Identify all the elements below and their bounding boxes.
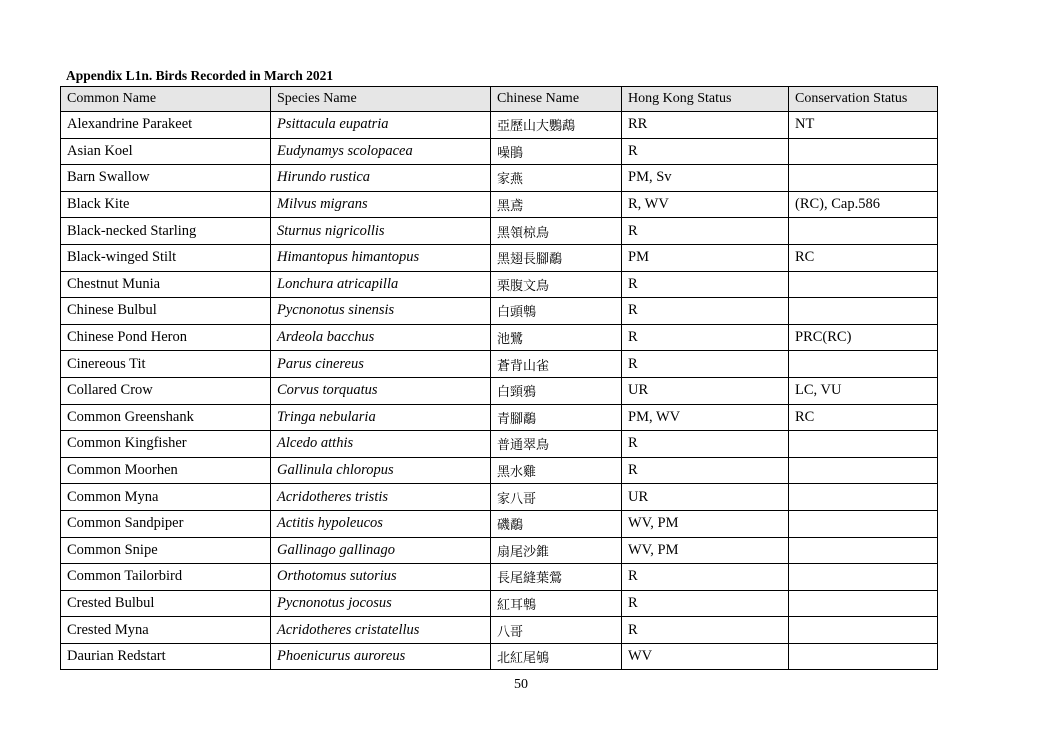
hk-status-cell: WV, PM (622, 537, 789, 564)
chinese-name-cell: 白頭鵯 (491, 298, 622, 325)
common-name-cell: Common Tailorbird (61, 564, 271, 591)
table-row (61, 590, 938, 617)
table-header-row (61, 87, 938, 112)
hk-status-cell: PM, WV (622, 404, 789, 431)
page-number: 50 (514, 677, 528, 692)
common-name-cell: Barn Swallow (61, 165, 271, 192)
species-name-cell: Lonchura atricapilla (271, 271, 491, 298)
table-row (61, 218, 938, 245)
table-row (61, 112, 938, 139)
chinese-name-cell: 白頸鴉 (491, 377, 622, 404)
common-name-cell: Chinese Pond Heron (61, 324, 271, 351)
col-header-common-name: Common Name (61, 87, 271, 112)
hk-status-cell: RR (622, 112, 789, 139)
common-name-cell: Black-winged Stilt (61, 244, 271, 271)
conservation-status-cell (789, 537, 938, 564)
conservation-status-cell: RC (789, 244, 938, 271)
conservation-status-cell: LC, VU (789, 377, 938, 404)
species-name-cell: Orthotomus sutorius (271, 564, 491, 591)
species-name-cell: Gallinago gallinago (271, 537, 491, 564)
conservation-status-cell: RC (789, 404, 938, 431)
common-name-cell: Black-necked Starling (61, 218, 271, 245)
chinese-name-cell: 青腳鷸 (491, 404, 622, 431)
common-name-cell: Cinereous Tit (61, 351, 271, 378)
birds-table (60, 86, 938, 670)
chinese-name-cell: 黑翅長腳鷸 (491, 244, 622, 271)
species-name-cell: Psittacula eupatria (271, 112, 491, 139)
hk-status-cell: R (622, 617, 789, 644)
table-row (61, 617, 938, 644)
chinese-name-cell: 黑鳶 (491, 191, 622, 218)
species-name-cell: Acridotheres cristatellus (271, 617, 491, 644)
common-name-cell: Crested Myna (61, 617, 271, 644)
chinese-name-cell: 紅耳鵯 (491, 590, 622, 617)
hk-status-cell: R (622, 590, 789, 617)
hk-status-cell: PM, Sv (622, 165, 789, 192)
species-name-cell: Pycnonotus jocosus (271, 590, 491, 617)
table-row (61, 138, 938, 165)
common-name-cell: Common Sandpiper (61, 510, 271, 537)
common-name-cell: Common Kingfisher (61, 431, 271, 458)
col-header-species-name: Species Name (271, 87, 491, 112)
common-name-cell: Crested Bulbul (61, 590, 271, 617)
hk-status-cell: R (622, 271, 789, 298)
conservation-status-cell (789, 351, 938, 378)
species-name-cell: Acridotheres tristis (271, 484, 491, 511)
hk-status-cell: R (622, 564, 789, 591)
col-header-conservation-status: Conservation Status (789, 87, 938, 112)
table-row (61, 298, 938, 325)
chinese-name-cell: 家八哥 (491, 484, 622, 511)
hk-status-cell: WV (622, 643, 789, 670)
conservation-status-cell (789, 510, 938, 537)
conservation-status-cell (789, 298, 938, 325)
table-row (61, 271, 938, 298)
hk-status-cell: R (622, 324, 789, 351)
conservation-status-cell (789, 271, 938, 298)
conservation-status-cell (789, 564, 938, 591)
table-caption: Appendix L1n. Birds Recorded in March 2021 (66, 68, 334, 83)
chinese-name-cell: 蒼背山雀 (491, 351, 622, 378)
chinese-name-cell: 噪鵑 (491, 138, 622, 165)
conservation-status-cell (789, 218, 938, 245)
conservation-status-cell (789, 484, 938, 511)
chinese-name-cell: 長尾縫葉鶯 (491, 564, 622, 591)
species-name-cell: Alcedo atthis (271, 431, 491, 458)
conservation-status-cell: (RC), Cap.586 (789, 191, 938, 218)
species-name-cell: Hirundo rustica (271, 165, 491, 192)
conservation-status-cell (789, 165, 938, 192)
conservation-status-cell: PRC(RC) (789, 324, 938, 351)
species-name-cell: Actitis hypoleucos (271, 510, 491, 537)
common-name-cell: Common Greenshank (61, 404, 271, 431)
conservation-status-cell: NT (789, 112, 938, 139)
table-row (61, 351, 938, 378)
hk-status-cell: UR (622, 484, 789, 511)
hk-status-cell: R (622, 457, 789, 484)
table-row (61, 457, 938, 484)
species-name-cell: Tringa nebularia (271, 404, 491, 431)
hk-status-cell: R (622, 351, 789, 378)
species-name-cell: Himantopus himantopus (271, 244, 491, 271)
species-name-cell: Sturnus nigricollis (271, 218, 491, 245)
common-name-cell: Common Snipe (61, 537, 271, 564)
chinese-name-cell: 池鷺 (491, 324, 622, 351)
common-name-cell: Daurian Redstart (61, 643, 271, 670)
hk-status-cell: PM (622, 244, 789, 271)
hk-status-cell: R (622, 218, 789, 245)
common-name-cell: Common Moorhen (61, 457, 271, 484)
common-name-cell: Alexandrine Parakeet (61, 112, 271, 139)
common-name-cell: Chinese Bulbul (61, 298, 271, 325)
hk-status-cell: R, WV (622, 191, 789, 218)
common-name-cell: Black Kite (61, 191, 271, 218)
hk-status-cell: UR (622, 377, 789, 404)
chinese-name-cell: 扇尾沙錐 (491, 537, 622, 564)
species-name-cell: Pycnonotus sinensis (271, 298, 491, 325)
chinese-name-cell: 磯鷸 (491, 510, 622, 537)
common-name-cell: Collared Crow (61, 377, 271, 404)
conservation-status-cell (789, 457, 938, 484)
chinese-name-cell: 八哥 (491, 617, 622, 644)
conservation-status-cell (789, 643, 938, 670)
chinese-name-cell: 黑水雞 (491, 457, 622, 484)
table-row (61, 537, 938, 564)
species-name-cell: Corvus torquatus (271, 377, 491, 404)
species-name-cell: Milvus migrans (271, 191, 491, 218)
conservation-status-cell (789, 617, 938, 644)
species-name-cell: Gallinula chloropus (271, 457, 491, 484)
chinese-name-cell: 栗腹文鳥 (491, 271, 622, 298)
table-row (61, 324, 938, 351)
chinese-name-cell: 家燕 (491, 165, 622, 192)
hk-status-cell: R (622, 298, 789, 325)
species-name-cell: Eudynamys scolopacea (271, 138, 491, 165)
table-row (61, 431, 938, 458)
table-row (61, 244, 938, 271)
common-name-cell: Chestnut Munia (61, 271, 271, 298)
common-name-cell: Asian Koel (61, 138, 271, 165)
conservation-status-cell (789, 431, 938, 458)
chinese-name-cell: 亞歷山大鸚鵡 (491, 112, 622, 139)
common-name-cell: Common Myna (61, 484, 271, 511)
hk-status-cell: R (622, 138, 789, 165)
table-row (61, 377, 938, 404)
table-row (61, 165, 938, 192)
conservation-status-cell (789, 138, 938, 165)
col-header-hk-status: Hong Kong Status (622, 87, 789, 112)
table-row (61, 564, 938, 591)
species-name-cell: Ardeola bacchus (271, 324, 491, 351)
conservation-status-cell (789, 590, 938, 617)
table-row (61, 643, 938, 670)
species-name-cell: Phoenicurus auroreus (271, 643, 491, 670)
col-header-chinese-name: Chinese Name (491, 87, 622, 112)
table-row (61, 484, 938, 511)
table-row (61, 191, 938, 218)
hk-status-cell: R (622, 431, 789, 458)
hk-status-cell: WV, PM (622, 510, 789, 537)
chinese-name-cell: 北紅尾鴝 (491, 643, 622, 670)
chinese-name-cell: 普通翠鳥 (491, 431, 622, 458)
table-row (61, 510, 938, 537)
chinese-name-cell: 黑領椋鳥 (491, 218, 622, 245)
table-row (61, 404, 938, 431)
species-name-cell: Parus cinereus (271, 351, 491, 378)
